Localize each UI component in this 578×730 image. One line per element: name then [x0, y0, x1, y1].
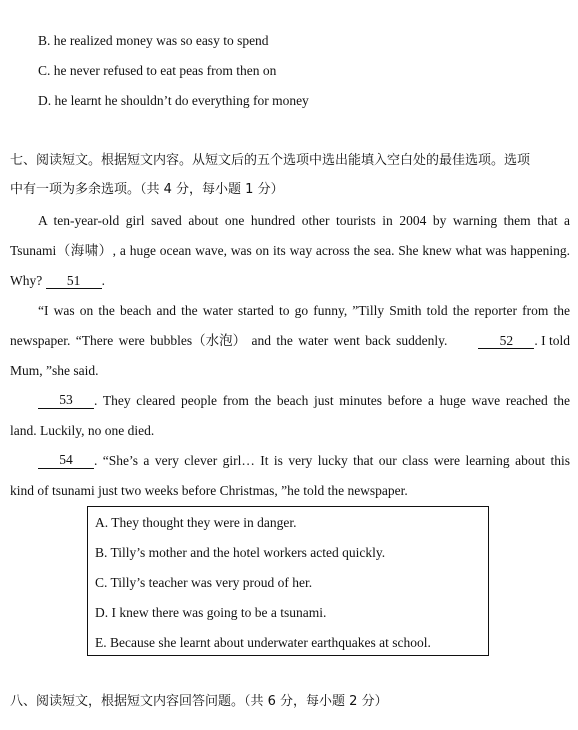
- section7-heading-line1: 七、阅读短文。根据短文内容。从短文后的五个选项中选出能填入空白处的最佳选项。选项: [10, 153, 531, 168]
- section8-heading: 八、阅读短文，根据短文内容回答问题。（共 6 分，每小题 2 分）: [10, 694, 388, 709]
- passage-p3-line2: land. Luckily, no one died.: [10, 423, 155, 438]
- p2-line2-suffix: . I told: [534, 333, 570, 348]
- why-text: Why?: [10, 273, 43, 288]
- prev-option-b: B. he realized money was so easy to spend: [38, 33, 269, 48]
- passage-p4-line2: kind of tsunami just two weeks before Christmas, ”he told the newspaper.: [10, 483, 408, 498]
- prev-option-d: D. he learnt he shouldn’t do everything for money: [38, 93, 309, 108]
- blank-53: 53: [38, 393, 94, 409]
- passage-p1-line2: Tsunami（海啸）, a huge ocean wave, was on its way across the sea. She knew what was happening.: [10, 243, 570, 258]
- period: .: [101, 273, 105, 288]
- p2-line2-text: newspaper. “There were bubbles（水泡） and the water went back suddenly.: [10, 333, 448, 348]
- p4-line1-text: . “She’s a very clever girl… It is very lucky that our class were learning about this: [94, 453, 570, 468]
- passage-p4-line1: [38, 453, 570, 469]
- choice-d: D. I knew there was going to be a tsunami.: [95, 605, 327, 620]
- choice-a: A. They thought they were in danger.: [95, 515, 297, 530]
- blank-52: 52: [478, 334, 534, 349]
- passage-p2-line2: [10, 333, 570, 349]
- passage-p2-line1: “I was on the beach and the water started to go funny, ”Tilly Smith told the reporter from the: [38, 303, 570, 318]
- choice-c: C. Tilly’s teacher was very proud of her.: [95, 575, 313, 590]
- section7-heading-line2: 中有一项为多余选项。（共 4 分，每小题 1 分）: [10, 182, 284, 197]
- p3-line1-text: . They cleared people from the beach just minutes before a huge wave reached the: [94, 393, 570, 408]
- choices-box: [87, 506, 489, 656]
- passage-p3-line1: [38, 393, 570, 409]
- blank-51: 51: [46, 274, 102, 289]
- choice-e: E. Because she learnt about underwater earthquakes at school.: [95, 635, 431, 650]
- blank-54: 54: [38, 453, 94, 469]
- p2-line2-end: [478, 333, 570, 349]
- passage-p1-line1: A ten-year-old girl saved about one hundred other tourists in 2004 by warning them that a: [38, 213, 570, 228]
- prev-option-c: C. he never refused to eat peas from then on: [38, 63, 277, 78]
- passage-p2-line3: Mum, ”she said.: [10, 363, 99, 378]
- passage-p1-line3: [10, 273, 105, 289]
- choice-b: B. Tilly’s mother and the hotel workers acted quickly.: [95, 545, 386, 560]
